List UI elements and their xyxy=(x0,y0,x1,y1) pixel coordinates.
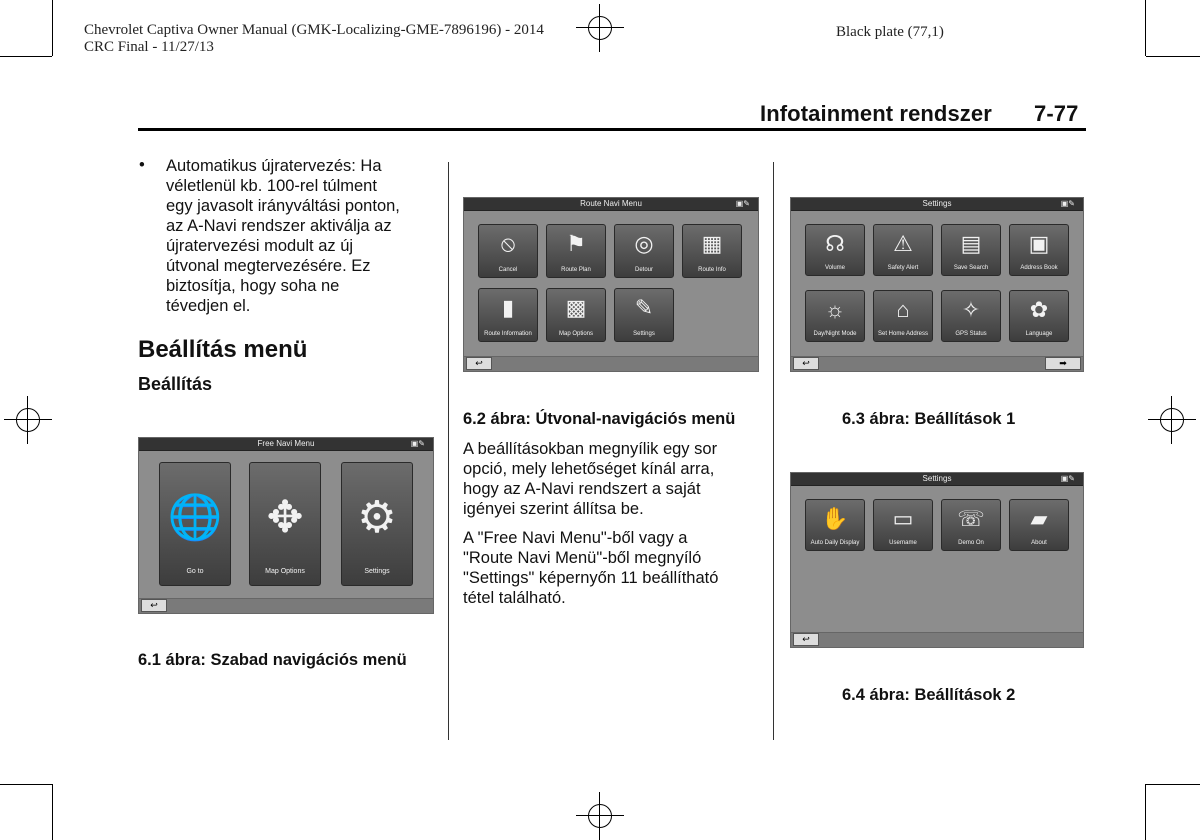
map-icon: ▩ xyxy=(565,295,587,320)
text-line: útvonal megtervezésére. Ez xyxy=(166,257,371,275)
text-line: az A-Navi rendszer aktiválja az xyxy=(166,217,392,235)
screen-title: Free Navi Menu xyxy=(257,439,315,448)
print-meta xyxy=(84,22,544,56)
hand-icon: ✋ xyxy=(821,506,849,531)
wrench-icon: ✎ xyxy=(634,295,654,320)
toolbar-icons: ▣✎ xyxy=(1060,474,1075,483)
paragraph xyxy=(463,439,763,519)
screen-footer xyxy=(464,356,758,371)
tile-label: Route Information xyxy=(484,331,532,337)
screen-title: Settings xyxy=(922,474,952,483)
header-rule xyxy=(138,128,1086,131)
figure-caption-6-2: 6.2 ábra: Útvonal-navigációs menü xyxy=(463,410,736,428)
gear-icon: ⚙ xyxy=(357,493,397,542)
tile-label: Day/Night Mode xyxy=(813,331,857,337)
address-book-tile[interactable] xyxy=(1009,224,1069,276)
detour-tile[interactable] xyxy=(614,224,674,278)
set-home-address-tile[interactable] xyxy=(873,290,933,342)
crop-mark xyxy=(52,784,53,840)
tile-label: Settings xyxy=(633,331,655,337)
back-button[interactable]: ↩ xyxy=(793,357,819,370)
screen-titlebar xyxy=(464,198,758,211)
registration-mark xyxy=(1148,396,1196,444)
tile-label: Map Options xyxy=(558,331,594,337)
map-options-tile[interactable] xyxy=(249,462,321,586)
tile-label: Auto Daily Display xyxy=(810,540,860,546)
tile-label: Volume xyxy=(824,265,845,271)
screen-footer xyxy=(791,632,1083,647)
paragraph xyxy=(463,528,763,608)
column-divider xyxy=(448,162,449,740)
screen-title: Route Navi Menu xyxy=(580,199,642,208)
satellite-icon: ✧ xyxy=(961,297,981,322)
about-tile[interactable] xyxy=(1009,499,1069,551)
tile-label: GPS Status xyxy=(955,331,987,337)
cancel-icon: ⦸ xyxy=(500,231,516,256)
tile-label: Map Options xyxy=(265,568,305,575)
back-button[interactable]: ↩ xyxy=(466,357,492,370)
settings-screen-1 xyxy=(790,197,1084,372)
globe-icon: 🌐 xyxy=(167,493,223,542)
text-line: A beállításokban megnyílik egy sor xyxy=(463,440,718,458)
detour-icon: ◎ xyxy=(634,231,654,256)
toolbar-icons: ▣✎ xyxy=(735,199,750,208)
tile-label: Route Info xyxy=(698,267,726,273)
text-line: opció, mely lehetőséget kínál arra, xyxy=(463,460,715,478)
home-icon: ⌂ xyxy=(896,297,910,322)
text-line: Automatikus újratervezés: Ha xyxy=(166,157,382,175)
column-divider xyxy=(773,162,774,740)
gps-status-tile[interactable] xyxy=(941,290,1001,342)
document-icon: ▮ xyxy=(501,295,515,320)
text-line: tévedjen el. xyxy=(166,297,251,315)
tile-label: Safety Alert xyxy=(887,265,919,271)
tile-label: Go to xyxy=(186,568,204,575)
crop-mark xyxy=(0,784,52,785)
heading-settings-menu: Beállítás menü xyxy=(138,336,308,363)
route-info-tile[interactable] xyxy=(682,224,742,278)
page-number: 7-77 xyxy=(1034,101,1079,126)
registration-mark xyxy=(576,792,624,840)
screen-title: Settings xyxy=(922,199,952,208)
text-line: "Route Navi Menü"-ből megnyíló xyxy=(463,549,702,567)
section-title: Infotainment rendszer xyxy=(760,101,992,126)
tile-label: Username xyxy=(889,540,917,546)
tile-label: About xyxy=(1031,540,1047,546)
tile-label: Cancel xyxy=(498,267,518,273)
text-line: "Settings" képernyőn 11 beállítható xyxy=(463,569,719,587)
book-icon: ▤ xyxy=(960,231,982,256)
back-button[interactable]: ↩ xyxy=(793,633,819,646)
language-tile[interactable] xyxy=(1009,290,1069,342)
next-page-button[interactable]: ➡ xyxy=(1045,357,1081,370)
text-line: igényei szerint állítsa be. xyxy=(463,500,644,518)
figure-caption-6-3: 6.3 ábra: Beállítások 1 xyxy=(842,410,1016,428)
text-line: újratervezési modult az új xyxy=(166,237,354,255)
volume-icon: ☊ xyxy=(825,231,845,256)
tile-label: Settings xyxy=(364,568,390,575)
safety-alert-tile[interactable] xyxy=(873,224,933,276)
address-book-icon: ▣ xyxy=(1028,231,1050,256)
registration-mark xyxy=(4,396,52,444)
username-tile[interactable] xyxy=(873,499,933,551)
settings-tile[interactable] xyxy=(614,288,674,342)
tile-label: Detour xyxy=(634,267,653,273)
crop-mark xyxy=(52,0,53,56)
subheading-settings: Beállítás xyxy=(138,374,213,394)
plate-label: Black plate (77,1) xyxy=(836,24,944,40)
settings-screen-2 xyxy=(790,472,1084,648)
tile-label: Save Search xyxy=(953,265,989,271)
text-line: A "Free Navi Menu"-ből vagy a xyxy=(463,529,688,547)
print-meta-line1: Chevrolet Captiva Owner Manual (GMK-Localizing-GME-7896196) - 2014 xyxy=(84,22,544,38)
figure-caption-6-4: 6.4 ábra: Beállítások 2 xyxy=(842,686,1016,704)
screen-footer xyxy=(791,356,1083,371)
print-meta-line2: CRC Final - 11/27/13 xyxy=(84,39,214,55)
info-document-icon: ▰ xyxy=(1030,506,1048,531)
text-line: tétel található. xyxy=(463,589,566,607)
screen-titlebar xyxy=(139,438,433,451)
crop-mark xyxy=(1145,0,1146,56)
save-search-tile[interactable] xyxy=(941,224,1001,276)
route-information-tile[interactable] xyxy=(478,288,538,342)
screen-titlebar xyxy=(791,198,1083,211)
bullet-marker: • xyxy=(139,156,145,174)
calculator-icon: ▦ xyxy=(701,231,723,256)
crop-mark xyxy=(1146,784,1200,785)
screen-titlebar xyxy=(791,473,1083,486)
crop-mark xyxy=(0,56,52,57)
crop-mark xyxy=(1146,56,1200,57)
text-line: hogy az A-Navi rendszert a saját xyxy=(463,480,701,498)
auto-daily-display-tile[interactable] xyxy=(805,499,865,551)
settings-tile[interactable] xyxy=(341,462,413,586)
language-icon: ✿ xyxy=(1029,297,1049,322)
demo-icon: ☏ xyxy=(957,506,985,531)
flags-icon: ⚑ xyxy=(566,231,586,256)
map-options-tile[interactable] xyxy=(546,288,606,342)
tile-label: Demo On xyxy=(958,540,984,546)
free-navi-menu-screen xyxy=(138,437,434,614)
tile-label: Set Home Address xyxy=(877,331,929,337)
screen-footer xyxy=(139,598,433,613)
crop-mark xyxy=(1145,784,1146,840)
go-to-tile[interactable] xyxy=(159,462,231,586)
demo-on-tile[interactable] xyxy=(941,499,1001,551)
tile-label: Language xyxy=(1025,331,1053,337)
move-arrows-icon: ✥ xyxy=(266,493,304,542)
tile-label: Address Book xyxy=(1020,265,1058,271)
figure-caption-6-1: 6.1 ábra: Szabad navigációs menü xyxy=(138,651,407,669)
text-line: véletlenül kb. 100-rel túlment xyxy=(166,177,377,195)
toolbar-icons: ▣✎ xyxy=(410,439,425,448)
toolbar-icons: ▣✎ xyxy=(1060,199,1075,208)
registration-mark xyxy=(576,4,624,52)
volume-tile[interactable] xyxy=(805,224,865,276)
cancel-route-tile[interactable] xyxy=(478,224,538,278)
tile-label: Route Plan xyxy=(561,267,591,273)
text-line: biztosítja, hogy soha ne xyxy=(166,277,340,295)
text-line: egy javasolt irányváltási ponton, xyxy=(166,197,400,215)
back-button[interactable]: ↩ xyxy=(141,599,167,612)
bullet-paragraph xyxy=(166,156,446,316)
day-night-mode-tile[interactable] xyxy=(805,290,865,342)
day-night-icon: ☼ xyxy=(824,297,846,322)
warning-icon: ⚠ xyxy=(893,231,913,256)
route-plan-tile[interactable] xyxy=(546,224,606,278)
keyboard-icon: ▭ xyxy=(892,506,914,531)
route-navi-menu-screen xyxy=(463,197,759,372)
